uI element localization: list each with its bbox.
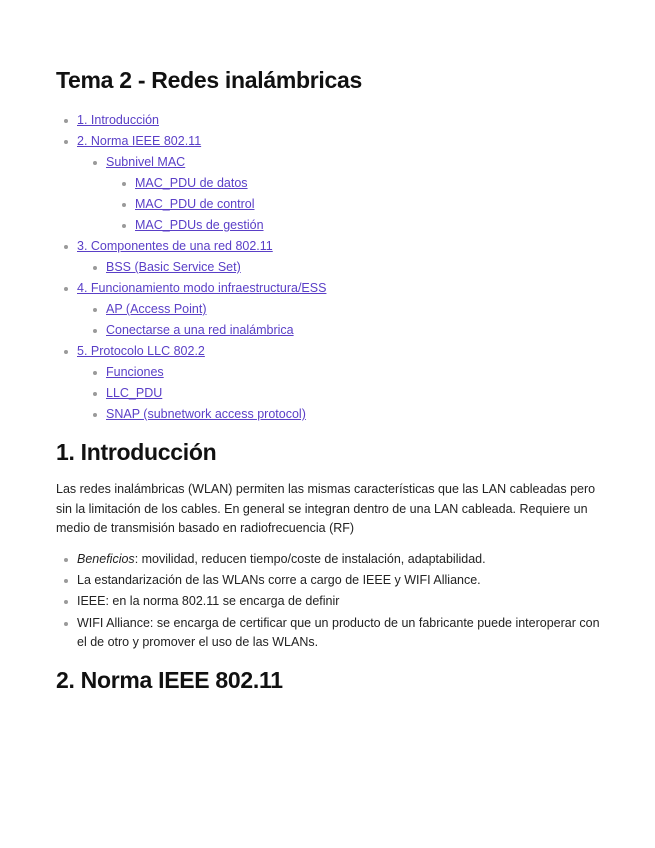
toc-item bbox=[56, 383, 326, 404]
bullet-icon bbox=[64, 245, 68, 249]
toc-item bbox=[56, 236, 326, 257]
bullet-icon bbox=[93, 392, 97, 396]
bullet-icon bbox=[64, 600, 68, 604]
table-of-contents bbox=[56, 110, 326, 425]
list-item-text: La estandarización de las WLANs corre a cargo de IEEE y WIFI Alliance. bbox=[77, 573, 481, 588]
toc-item bbox=[56, 215, 326, 236]
bullet-icon bbox=[122, 182, 126, 186]
bullet-icon bbox=[64, 119, 68, 123]
section-heading-norma-ieee: 2. Norma IEEE 802.11 bbox=[56, 667, 283, 693]
bullet-icon bbox=[64, 350, 68, 354]
toc-link-access-point[interactable]: AP (Access Point) bbox=[106, 302, 207, 316]
bullet-icon bbox=[93, 413, 97, 417]
bullet-icon bbox=[64, 140, 68, 144]
toc-link-funciones[interactable]: Funciones bbox=[106, 365, 164, 379]
toc-item bbox=[56, 362, 326, 383]
list-item bbox=[56, 571, 601, 591]
toc-item bbox=[56, 131, 326, 152]
toc-item bbox=[56, 341, 326, 362]
toc-item bbox=[56, 173, 326, 194]
bullet-icon bbox=[93, 329, 97, 333]
toc-item bbox=[56, 299, 326, 320]
toc-link-norma-ieee[interactable]: 2. Norma IEEE 802.11 bbox=[77, 134, 202, 148]
toc-item bbox=[56, 110, 326, 131]
beneficios-text: : movilidad, reducen tiempo/coste de instalación, adaptabilidad. bbox=[134, 552, 486, 566]
list-item bbox=[56, 592, 601, 612]
section-heading-introduccion: 1. Introducción bbox=[56, 439, 217, 465]
list-item-text: WIFI Alliance: se encarga de certificar que un producto de un fabricante puede interoperar con el de otro y promover el uso de las WLANs. bbox=[77, 615, 600, 650]
toc-item bbox=[56, 194, 326, 215]
bullet-icon bbox=[64, 622, 68, 626]
toc-link-snap[interactable]: SNAP (subnetwork access protocol) bbox=[106, 407, 306, 421]
bullet-icon bbox=[93, 371, 97, 375]
bullet-icon bbox=[122, 224, 126, 228]
toc-item bbox=[56, 404, 326, 425]
bullet-icon bbox=[64, 579, 68, 583]
bullet-icon bbox=[64, 558, 68, 562]
beneficios-label: Beneficios bbox=[77, 552, 135, 566]
toc-link-componentes[interactable]: 3. Componentes de una red 802.11 bbox=[77, 239, 273, 253]
toc-link-llc-pdu[interactable]: LLC_PDU bbox=[106, 386, 163, 400]
toc-link-funcionamiento[interactable]: 4. Funcionamiento modo infraestructura/ESS bbox=[77, 281, 327, 295]
toc-item bbox=[56, 152, 326, 173]
bullet-icon bbox=[122, 203, 126, 207]
toc-link-mac-pdu-control[interactable]: MAC_PDU de control bbox=[135, 197, 255, 211]
toc-link-conectarse[interactable]: Conectarse a una red inalámbrica bbox=[106, 323, 294, 337]
bullet-icon bbox=[93, 161, 97, 165]
page-title: Tema 2 - Redes inalámbricas bbox=[56, 67, 362, 93]
list-item bbox=[56, 550, 601, 570]
toc-item bbox=[56, 257, 326, 278]
intro-paragraph: Las redes inalámbricas (WLAN) permiten las mismas características que las LAN cableadas pero sin la limitación de los cables. En general se integran dentro de una LAN cableada. Requiere un medio de transmisión basado en radiofrecuencia (RF) bbox=[56, 482, 596, 536]
bullet-icon bbox=[93, 308, 97, 312]
toc-link-bss[interactable]: BSS (Basic Service Set) bbox=[106, 260, 241, 274]
toc-link-protocolo-llc[interactable]: 5. Protocolo LLC 802.2 bbox=[77, 344, 205, 358]
list-item-text: IEEE: en la norma 802.11 se encarga de definir bbox=[77, 594, 340, 609]
toc-link-mac-pdu-datos[interactable]: MAC_PDU de datos bbox=[135, 176, 248, 190]
list-item bbox=[56, 614, 601, 653]
toc-link-subnivel-mac[interactable]: Subnivel MAC bbox=[106, 155, 186, 169]
bullet-icon bbox=[93, 266, 97, 270]
bullet-icon bbox=[64, 287, 68, 291]
toc-item bbox=[56, 278, 326, 299]
toc-item bbox=[56, 320, 326, 341]
intro-bullet-list bbox=[56, 550, 601, 654]
toc-link-mac-pdus-gestion[interactable]: MAC_PDUs de gestión bbox=[135, 218, 264, 232]
toc-link-introduccion[interactable]: 1. Introducción bbox=[77, 113, 159, 127]
